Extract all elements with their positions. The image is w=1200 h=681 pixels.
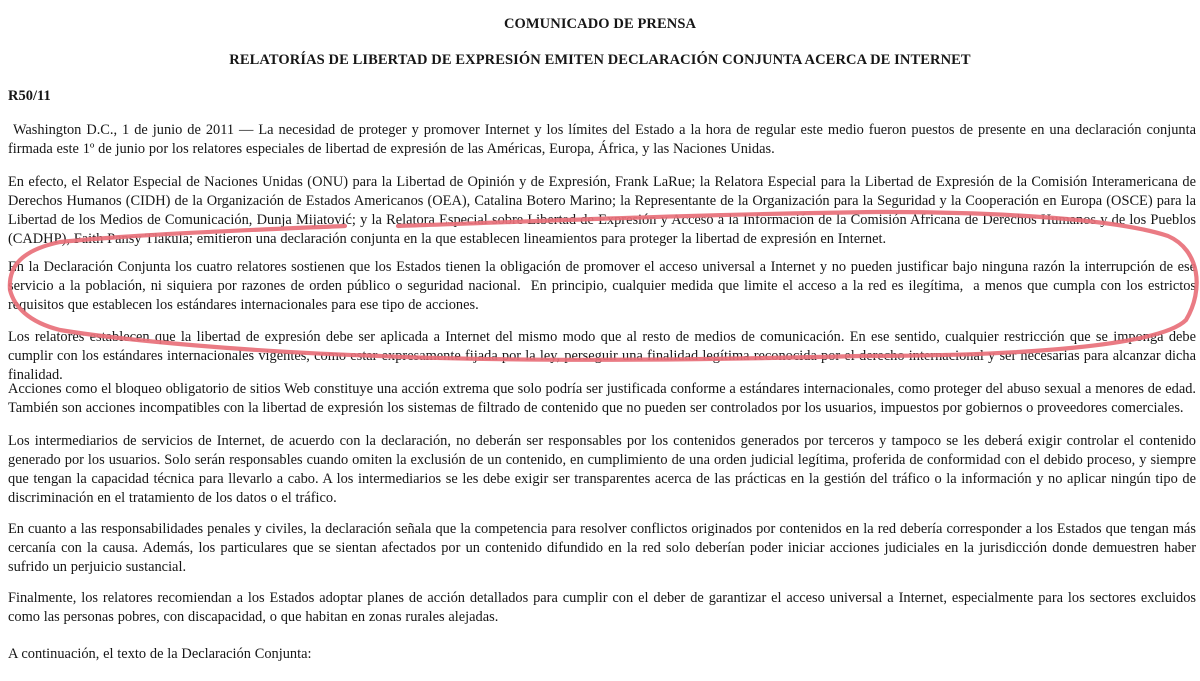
paragraph-intermediaries: Los intermediarios de servicios de Internet, de acuerdo con la declaración, no deberán ser responsables por los contenidos generados por terceros y tampoco se les deberá exigir controlar el contenido generado por los usuarios. Solo serán responsables cuando omiten la exclusión de un contenido, en cumplimiento de una orden judicial legítima, proferida de conformidad con el debido proceso, y siempre que tengan la capacidad técnica para llevarlo a cabo. A los intermediarios se les debe exigir ser transparentes acerca de las prácticas en la gestión del tráfico o la información y no aplicar ningún tipo de discriminación en el tratamiento de los datos o el tráfico. [8, 433, 1196, 507]
paragraph-blocking-filtering: Acciones como el bloqueo obligatorio de sitios Web constituye una acción extrema que solo podría ser justificada conforme a estándares internacionales, como proteger del abuso sexual a menores de edad. También son acciones incompatibles con la libertad de expresión los sistemas de filtrado de contenido que no pueden ser controlados por los usuarios, impuestos por gobiernos o proveedores comerciales. [8, 381, 1196, 417]
document-subheading: RELATORÍAS DE LIBERTAD DE EXPRESIÓN EMITEN DECLARACIÓN CONJUNTA ACERCA DE INTERNET [229, 52, 971, 68]
paragraph-declaration-intro: A continuación, el texto de la Declaración Conjunta: [8, 646, 312, 662]
document-reference: R50/11 [8, 88, 51, 104]
paragraph-action-plans: Finalmente, los relatores recomiendan a los Estados adoptar planes de acción detallados para cumplir con el deber de garantizar el acceso universal a Internet, especialmente para los sectores excluidos como las personas pobres, con discapacidad, o que habitan en zonas rurales alejadas. [8, 590, 1196, 626]
paragraph-intro: Washington D.C., 1 de junio de 2011 — La necesidad de proteger y promover Internet y los límites del Estado a la hora de regular este medio fueron puestos de presente en una declaración conjunta firmada este 1º de junio por los relatores especiales de libertad de expresión de las Américas, Europa, África, y las Naciones Unidas. [8, 122, 1200, 158]
paragraph-freedom-standards: Los relatores establecen que la libertad de expresión debe ser aplicada a Internet del mismo modo que al resto de medios de comunicación. En ese sentido, cualquier restricción que se imponga debe cumplir con los estándares internacionales vigentes, como estar expresamente fijada por la ley, perseguir una finalidad legítima reconocida por el derecho internacional y ser necesarias para alcanzar dicha finalidad. [8, 329, 1196, 384]
document-heading: COMUNICADO DE PRENSA [503, 16, 697, 32]
paragraph-signatories: En efecto, el Relator Especial de Naciones Unidas (ONU) para la Libertad de Opinión y de Expresión, Frank LaRue; la Relatora Especial para la Libertad de Expresión de la Comisión Interamericana de Derechos Humanos (CIDH) de la Organización de Estados Americanos (OEA), Catalina Botero Marino; la Representante de la Organización para la Seguridad y la Cooperación en Europa (OSCE) para la Libertad de los Medios de Comunicación, Dunja Mijatović; y la Relatora Especial sobre Libertad de Expresión y Acceso a la Información de la Comisión Africana de Derechos Humanos y de los Pueblos (CADHP), Faith Pansy Tlakula; emitieron una declaración conjunta en la que establecen lineamientos para proteger la libertad de expresión en Internet. [8, 174, 1196, 248]
paragraph-universal-access: En la Declaración Conjunta los cuatro relatores sostienen que los Estados tienen la obligación de promover el acceso universal a Internet y no pueden justificar bajo ninguna razón la interrupción de ese servicio a la población, ni siquiera por razones de orden público o seguridad nacional. En principio, cualquier medida que limite el acceso a la red es ilegítima, a menos que cumpla con los estrictos requisitos que establecen los estándares internacionales para ese tipo de acciones. [8, 259, 1200, 314]
paragraph-liabilities: En cuanto a las responsabilidades penales y civiles, la declaración señala que la competencia para resolver conflictos originados por contenidos en la red debería corresponder a los Estados que tengan más cercanía con la causa. Además, los particulares que se sientan afectados por un contenido difundido en la red solo deberían poder iniciar acciones judiciales en la jurisdicción donde demuestren haber sufrido un perjuicio sustancial. [8, 521, 1196, 576]
